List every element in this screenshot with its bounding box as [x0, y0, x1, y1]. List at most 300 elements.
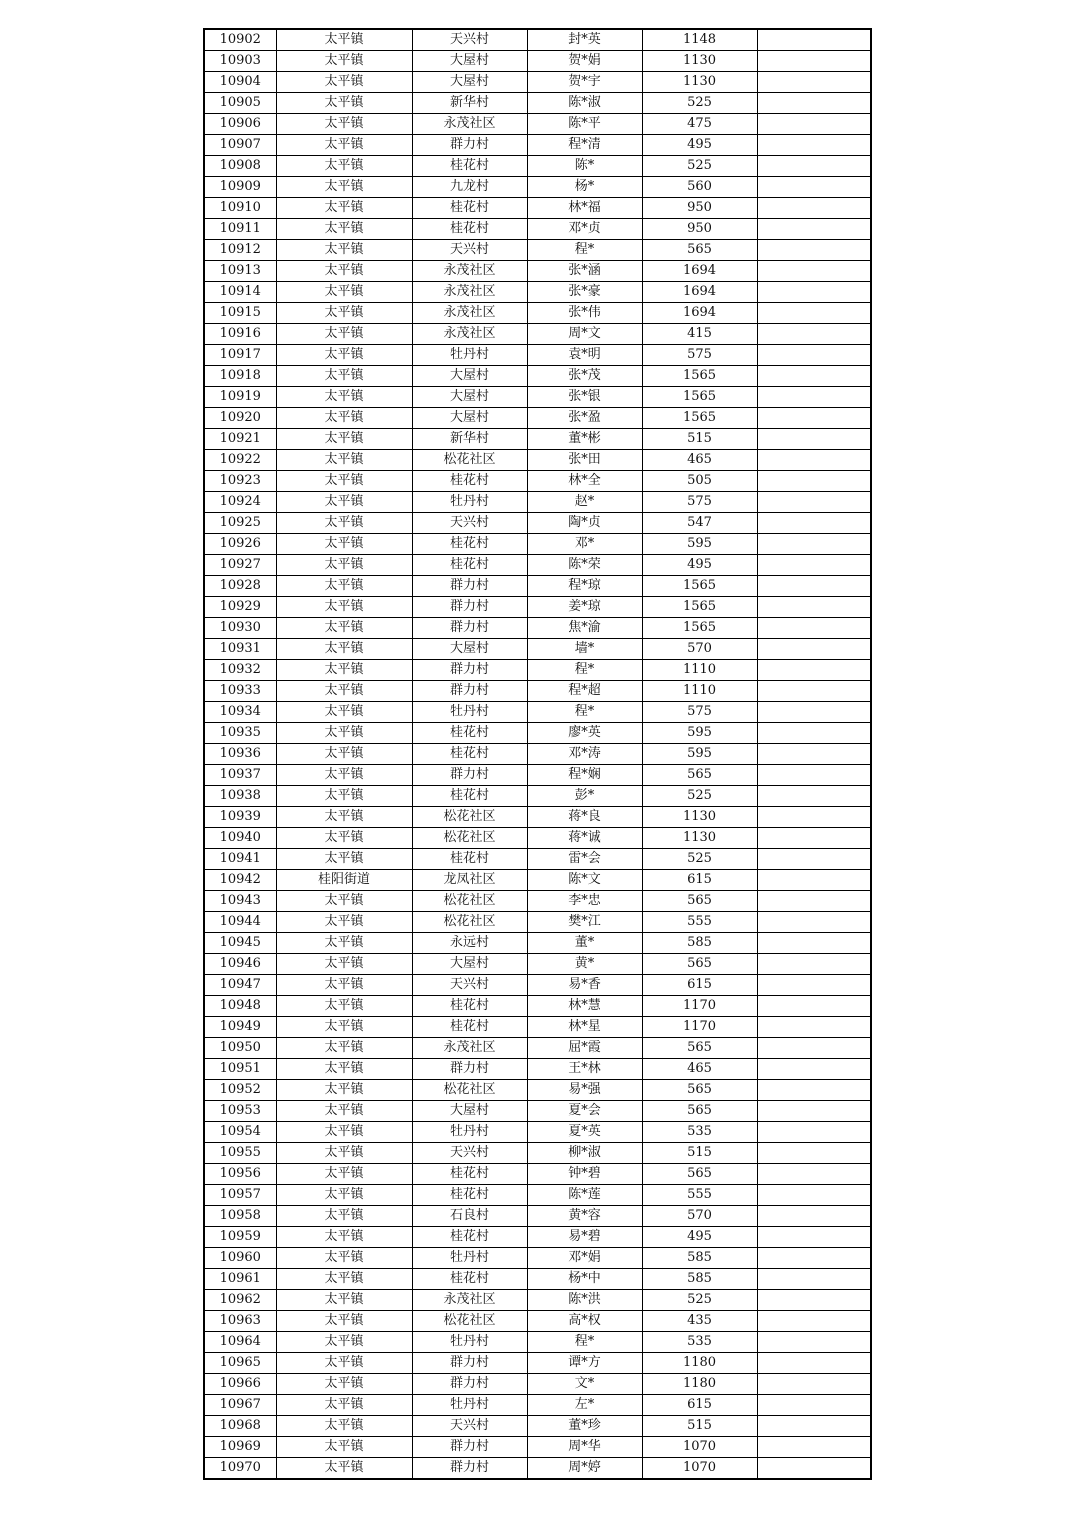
table-row	[204, 681, 871, 702]
table-row	[204, 786, 871, 807]
amount-cell: 585	[642, 1269, 757, 1290]
serial-number-cell: 10941	[204, 849, 276, 870]
village-cell: 新华村	[412, 93, 527, 114]
remark-cell	[757, 744, 871, 765]
village-cell: 大屋村	[412, 408, 527, 429]
amount-cell: 1170	[642, 996, 757, 1017]
remark-cell	[757, 1038, 871, 1059]
name-cell: 张*银	[527, 387, 642, 408]
amount-cell: 555	[642, 912, 757, 933]
serial-number-cell: 10931	[204, 639, 276, 660]
town-cell: 太平镇	[276, 177, 412, 198]
town-cell: 太平镇	[276, 1227, 412, 1248]
serial-number-cell: 10962	[204, 1290, 276, 1311]
village-cell: 大屋村	[412, 366, 527, 387]
name-cell: 贺*娟	[527, 51, 642, 72]
town-cell: 太平镇	[276, 1290, 412, 1311]
serial-number-cell: 10926	[204, 534, 276, 555]
name-cell: 钟*碧	[527, 1164, 642, 1185]
remark-cell	[757, 1185, 871, 1206]
serial-number-cell: 10939	[204, 807, 276, 828]
town-cell: 太平镇	[276, 660, 412, 681]
remark-cell	[757, 681, 871, 702]
village-cell: 群力村	[412, 135, 527, 156]
town-cell: 太平镇	[276, 1248, 412, 1269]
serial-number-cell: 10953	[204, 1101, 276, 1122]
remark-cell	[757, 723, 871, 744]
remark-cell	[757, 513, 871, 534]
serial-number-cell: 10914	[204, 282, 276, 303]
name-cell: 黄*	[527, 954, 642, 975]
town-cell: 太平镇	[276, 681, 412, 702]
town-cell: 太平镇	[276, 345, 412, 366]
name-cell: 张*茂	[527, 366, 642, 387]
serial-number-cell: 10963	[204, 1311, 276, 1332]
amount-cell: 595	[642, 723, 757, 744]
amount-cell: 525	[642, 93, 757, 114]
name-cell: 夏*英	[527, 1122, 642, 1143]
village-cell: 群力村	[412, 765, 527, 786]
name-cell: 文*	[527, 1374, 642, 1395]
village-cell: 群力村	[412, 1353, 527, 1374]
table-row	[204, 156, 871, 177]
name-cell: 墙*	[527, 639, 642, 660]
table-row	[204, 261, 871, 282]
serial-number-cell: 10932	[204, 660, 276, 681]
amount-cell: 560	[642, 177, 757, 198]
serial-number-cell: 10958	[204, 1206, 276, 1227]
town-cell: 太平镇	[276, 324, 412, 345]
village-cell: 群力村	[412, 1458, 527, 1480]
remark-cell	[757, 828, 871, 849]
remark-cell	[757, 1101, 871, 1122]
town-cell: 太平镇	[276, 1416, 412, 1437]
table-row	[204, 282, 871, 303]
amount-cell: 1694	[642, 282, 757, 303]
town-cell: 太平镇	[276, 954, 412, 975]
name-cell: 谭*方	[527, 1353, 642, 1374]
name-cell: 陈*平	[527, 114, 642, 135]
village-cell: 天兴村	[412, 240, 527, 261]
serial-number-cell: 10913	[204, 261, 276, 282]
remark-cell	[757, 72, 871, 93]
amount-cell: 475	[642, 114, 757, 135]
amount-cell: 595	[642, 534, 757, 555]
table-row	[204, 114, 871, 135]
name-cell: 程*	[527, 1332, 642, 1353]
amount-cell: 495	[642, 555, 757, 576]
remark-cell	[757, 1206, 871, 1227]
serial-number-cell: 10952	[204, 1080, 276, 1101]
serial-number-cell: 10947	[204, 975, 276, 996]
table-row	[204, 660, 871, 681]
serial-number-cell: 10918	[204, 366, 276, 387]
table-row	[204, 954, 871, 975]
town-cell: 太平镇	[276, 72, 412, 93]
table-row	[204, 1080, 871, 1101]
amount-cell: 615	[642, 975, 757, 996]
town-cell: 太平镇	[276, 51, 412, 72]
serial-number-cell: 10920	[204, 408, 276, 429]
village-cell: 永茂社区	[412, 282, 527, 303]
remark-cell	[757, 1227, 871, 1248]
remark-cell	[757, 954, 871, 975]
remark-cell	[757, 93, 871, 114]
amount-cell: 1180	[642, 1353, 757, 1374]
remark-cell	[757, 996, 871, 1017]
remark-cell	[757, 933, 871, 954]
name-cell: 陈*洪	[527, 1290, 642, 1311]
town-cell: 太平镇	[276, 1332, 412, 1353]
town-cell: 太平镇	[276, 912, 412, 933]
amount-cell: 1130	[642, 807, 757, 828]
remark-cell	[757, 807, 871, 828]
table-row	[204, 639, 871, 660]
serial-number-cell: 10923	[204, 471, 276, 492]
name-cell: 赵*	[527, 492, 642, 513]
town-cell: 太平镇	[276, 366, 412, 387]
table-row	[204, 240, 871, 261]
table-row	[204, 1248, 871, 1269]
amount-cell: 1170	[642, 1017, 757, 1038]
amount-cell: 565	[642, 1038, 757, 1059]
amount-cell: 1565	[642, 618, 757, 639]
town-cell: 太平镇	[276, 1143, 412, 1164]
table-row	[204, 1332, 871, 1353]
serial-number-cell: 10964	[204, 1332, 276, 1353]
village-cell: 大屋村	[412, 387, 527, 408]
amount-cell: 525	[642, 1290, 757, 1311]
amount-cell: 565	[642, 765, 757, 786]
town-cell: 太平镇	[276, 429, 412, 450]
amount-cell: 415	[642, 324, 757, 345]
village-cell: 永茂社区	[412, 261, 527, 282]
serial-number-cell: 10951	[204, 1059, 276, 1080]
table-row	[204, 29, 871, 51]
table-row	[204, 933, 871, 954]
town-cell: 太平镇	[276, 387, 412, 408]
remark-cell	[757, 891, 871, 912]
name-cell: 邓*娟	[527, 1248, 642, 1269]
amount-cell: 505	[642, 471, 757, 492]
town-cell: 太平镇	[276, 1353, 412, 1374]
table-row	[204, 975, 871, 996]
amount-cell: 1565	[642, 597, 757, 618]
remark-cell	[757, 576, 871, 597]
amount-cell: 950	[642, 198, 757, 219]
town-cell: 太平镇	[276, 576, 412, 597]
town-cell: 太平镇	[276, 282, 412, 303]
amount-cell: 570	[642, 1206, 757, 1227]
table-row	[204, 366, 871, 387]
serial-number-cell: 10910	[204, 198, 276, 219]
amount-cell: 535	[642, 1122, 757, 1143]
table-row	[204, 1290, 871, 1311]
table-row	[204, 1059, 871, 1080]
name-cell: 易*强	[527, 1080, 642, 1101]
remark-cell	[757, 450, 871, 471]
amount-cell: 495	[642, 1227, 757, 1248]
village-cell: 桂花村	[412, 219, 527, 240]
name-cell: 袁*明	[527, 345, 642, 366]
serial-number-cell: 10937	[204, 765, 276, 786]
amount-cell: 555	[642, 1185, 757, 1206]
remark-cell	[757, 1080, 871, 1101]
town-cell: 太平镇	[276, 555, 412, 576]
town-cell: 太平镇	[276, 828, 412, 849]
amount-cell: 615	[642, 1395, 757, 1416]
town-cell: 太平镇	[276, 29, 412, 51]
table-row	[204, 324, 871, 345]
town-cell: 太平镇	[276, 198, 412, 219]
remark-cell	[757, 702, 871, 723]
village-cell: 永茂社区	[412, 1290, 527, 1311]
village-cell: 桂花村	[412, 849, 527, 870]
name-cell: 易*碧	[527, 1227, 642, 1248]
amount-cell: 1694	[642, 303, 757, 324]
remark-cell	[757, 555, 871, 576]
village-cell: 桂花村	[412, 1185, 527, 1206]
town-cell: 太平镇	[276, 135, 412, 156]
roster-table	[203, 28, 872, 1480]
town-cell: 太平镇	[276, 618, 412, 639]
serial-number-cell: 10942	[204, 870, 276, 891]
village-cell: 牡丹村	[412, 1248, 527, 1269]
table-row	[204, 702, 871, 723]
remark-cell	[757, 408, 871, 429]
remark-cell	[757, 975, 871, 996]
name-cell: 程*	[527, 240, 642, 261]
name-cell: 邓*	[527, 534, 642, 555]
name-cell: 张*豪	[527, 282, 642, 303]
name-cell: 陈*	[527, 156, 642, 177]
name-cell: 陈*荣	[527, 555, 642, 576]
serial-number-cell: 10904	[204, 72, 276, 93]
table-row	[204, 1206, 871, 1227]
remark-cell	[757, 534, 871, 555]
remark-cell	[757, 618, 871, 639]
amount-cell: 495	[642, 135, 757, 156]
name-cell: 李*忠	[527, 891, 642, 912]
serial-number-cell: 10935	[204, 723, 276, 744]
name-cell: 程*清	[527, 135, 642, 156]
name-cell: 夏*会	[527, 1101, 642, 1122]
remark-cell	[757, 765, 871, 786]
serial-number-cell: 10925	[204, 513, 276, 534]
village-cell: 桂花村	[412, 723, 527, 744]
village-cell: 九龙村	[412, 177, 527, 198]
village-cell: 桂花村	[412, 1164, 527, 1185]
remark-cell	[757, 114, 871, 135]
serial-number-cell: 10908	[204, 156, 276, 177]
name-cell: 陈*莲	[527, 1185, 642, 1206]
village-cell: 桂花村	[412, 555, 527, 576]
village-cell: 石良村	[412, 1206, 527, 1227]
remark-cell	[757, 870, 871, 891]
serial-number-cell: 10968	[204, 1416, 276, 1437]
remark-cell	[757, 219, 871, 240]
table-row	[204, 1374, 871, 1395]
table-row	[204, 597, 871, 618]
table-row	[204, 51, 871, 72]
village-cell: 群力村	[412, 1374, 527, 1395]
name-cell: 蒋*良	[527, 807, 642, 828]
amount-cell: 1565	[642, 366, 757, 387]
village-cell: 永茂社区	[412, 114, 527, 135]
name-cell: 黄*容	[527, 1206, 642, 1227]
serial-number-cell: 10927	[204, 555, 276, 576]
name-cell: 廖*英	[527, 723, 642, 744]
name-cell: 董*彬	[527, 429, 642, 450]
table-row	[204, 72, 871, 93]
town-cell: 太平镇	[276, 219, 412, 240]
amount-cell: 525	[642, 786, 757, 807]
serial-number-cell: 10960	[204, 1248, 276, 1269]
name-cell: 杨*中	[527, 1269, 642, 1290]
town-cell: 太平镇	[276, 849, 412, 870]
amount-cell: 535	[642, 1332, 757, 1353]
town-cell: 太平镇	[276, 534, 412, 555]
remark-cell	[757, 1143, 871, 1164]
remark-cell	[757, 849, 871, 870]
name-cell: 王*林	[527, 1059, 642, 1080]
village-cell: 大屋村	[412, 51, 527, 72]
amount-cell: 565	[642, 891, 757, 912]
town-cell: 太平镇	[276, 1017, 412, 1038]
table-row	[204, 1437, 871, 1458]
village-cell: 永茂社区	[412, 1038, 527, 1059]
town-cell: 太平镇	[276, 744, 412, 765]
serial-number-cell: 10933	[204, 681, 276, 702]
table-row	[204, 471, 871, 492]
amount-cell: 570	[642, 639, 757, 660]
remark-cell	[757, 597, 871, 618]
amount-cell: 1694	[642, 261, 757, 282]
name-cell: 樊*江	[527, 912, 642, 933]
serial-number-cell: 10950	[204, 1038, 276, 1059]
village-cell: 永远村	[412, 933, 527, 954]
village-cell: 天兴村	[412, 1143, 527, 1164]
name-cell: 林*全	[527, 471, 642, 492]
table-row	[204, 345, 871, 366]
amount-cell: 465	[642, 450, 757, 471]
name-cell: 贺*宇	[527, 72, 642, 93]
serial-number-cell: 10912	[204, 240, 276, 261]
name-cell: 董*	[527, 933, 642, 954]
serial-number-cell: 10907	[204, 135, 276, 156]
serial-number-cell: 10943	[204, 891, 276, 912]
village-cell: 牡丹村	[412, 345, 527, 366]
town-cell: 太平镇	[276, 1185, 412, 1206]
name-cell: 董*珍	[527, 1416, 642, 1437]
town-cell: 太平镇	[276, 1206, 412, 1227]
table-row	[204, 1101, 871, 1122]
serial-number-cell: 10948	[204, 996, 276, 1017]
town-cell: 太平镇	[276, 1122, 412, 1143]
village-cell: 新华村	[412, 429, 527, 450]
name-cell: 封*英	[527, 29, 642, 51]
name-cell: 张*伟	[527, 303, 642, 324]
table-row	[204, 1416, 871, 1437]
table-row	[204, 513, 871, 534]
village-cell: 龙凤社区	[412, 870, 527, 891]
serial-number-cell: 10924	[204, 492, 276, 513]
serial-number-cell: 10906	[204, 114, 276, 135]
town-cell: 太平镇	[276, 807, 412, 828]
serial-number-cell: 10965	[204, 1353, 276, 1374]
remark-cell	[757, 1332, 871, 1353]
village-cell: 桂花村	[412, 1017, 527, 1038]
town-cell: 太平镇	[276, 1311, 412, 1332]
table-row	[204, 408, 871, 429]
table-row	[204, 1458, 871, 1480]
village-cell: 永茂社区	[412, 324, 527, 345]
remark-cell	[757, 1353, 871, 1374]
village-cell: 天兴村	[412, 29, 527, 51]
amount-cell: 525	[642, 156, 757, 177]
remark-cell	[757, 1290, 871, 1311]
village-cell: 大屋村	[412, 954, 527, 975]
town-cell: 太平镇	[276, 513, 412, 534]
remark-cell	[757, 429, 871, 450]
amount-cell: 1180	[642, 1374, 757, 1395]
remark-cell	[757, 387, 871, 408]
name-cell: 蒋*诚	[527, 828, 642, 849]
table-row	[204, 198, 871, 219]
remark-cell	[757, 1416, 871, 1437]
name-cell: 左*	[527, 1395, 642, 1416]
amount-cell: 565	[642, 1080, 757, 1101]
town-cell: 太平镇	[276, 1458, 412, 1480]
village-cell: 群力村	[412, 660, 527, 681]
town-cell: 太平镇	[276, 450, 412, 471]
name-cell: 周*华	[527, 1437, 642, 1458]
remark-cell	[757, 29, 871, 51]
town-cell: 太平镇	[276, 1059, 412, 1080]
village-cell: 桂花村	[412, 996, 527, 1017]
table-row	[204, 492, 871, 513]
town-cell: 太平镇	[276, 408, 412, 429]
name-cell: 陈*文	[527, 870, 642, 891]
table-row	[204, 1164, 871, 1185]
name-cell: 程*琼	[527, 576, 642, 597]
village-cell: 大屋村	[412, 72, 527, 93]
serial-number-cell: 10969	[204, 1437, 276, 1458]
village-cell: 天兴村	[412, 513, 527, 534]
table-row	[204, 996, 871, 1017]
town-cell: 太平镇	[276, 933, 412, 954]
table-row	[204, 135, 871, 156]
name-cell: 焦*渝	[527, 618, 642, 639]
name-cell: 张*涵	[527, 261, 642, 282]
amount-cell: 565	[642, 1101, 757, 1122]
serial-number-cell: 10945	[204, 933, 276, 954]
village-cell: 大屋村	[412, 1101, 527, 1122]
town-cell: 太平镇	[276, 1395, 412, 1416]
serial-number-cell: 10909	[204, 177, 276, 198]
amount-cell: 1070	[642, 1437, 757, 1458]
table-row	[204, 849, 871, 870]
table-row	[204, 534, 871, 555]
town-cell: 太平镇	[276, 93, 412, 114]
town-cell: 桂阳街道	[276, 870, 412, 891]
remark-cell	[757, 1269, 871, 1290]
table-row	[204, 576, 871, 597]
town-cell: 太平镇	[276, 1164, 412, 1185]
amount-cell: 585	[642, 933, 757, 954]
remark-cell	[757, 324, 871, 345]
name-cell: 姜*琼	[527, 597, 642, 618]
